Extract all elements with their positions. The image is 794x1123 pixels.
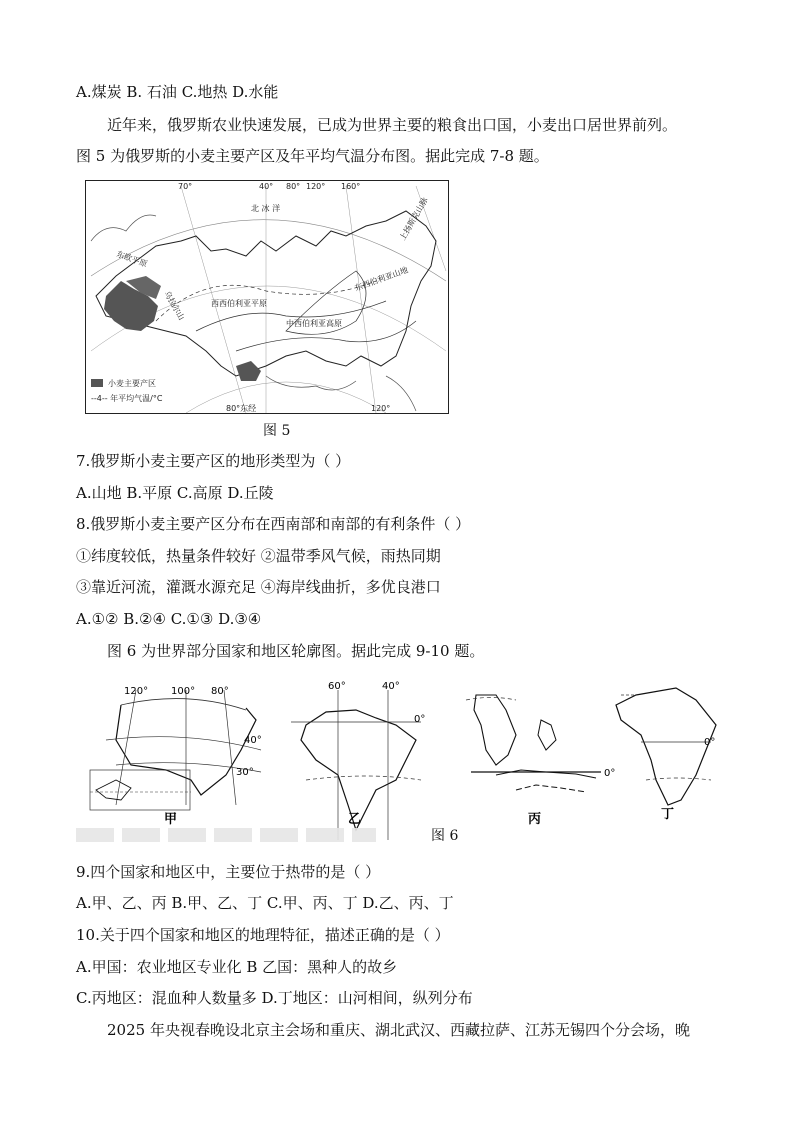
- jia-lon-80: 80°: [211, 686, 229, 697]
- map-label-yi: 乙: [348, 812, 362, 827]
- intro-7-8-line1: 近年来，俄罗斯农业快速发展，已成为世界主要的粮食出口国，小麦出口居世界前列。: [107, 116, 678, 134]
- lon-label-40: 40°: [259, 182, 274, 191]
- q8-stem: 8.俄罗斯小麦主要产区分布在西南部和南部的有利条件（ ）: [76, 515, 471, 533]
- intro-next: 2025 年央视春晚设北京主会场和重庆、湖北武汉、西藏拉萨、江苏无锡四个分会场，晚: [107, 1021, 690, 1039]
- lon-label-160: 160°: [341, 182, 361, 191]
- q6-options: A.煤炭 B. 石油 C.地热 D.水能: [76, 83, 279, 101]
- q10-opt-ab: A.甲国：农业地区专业化 B 乙国：黑种人的故乡: [76, 958, 398, 976]
- figure6-caption: 图 6: [431, 828, 459, 844]
- legend-isotherm: --4-- 年平均气温/°C: [91, 394, 163, 403]
- map-jia-usa: [90, 686, 262, 827]
- yi-lon-40: 40°: [382, 681, 400, 692]
- lon-label-120-bottom: 120°: [371, 404, 391, 413]
- central-siberia-plateau-label: 中西伯利亚高原: [286, 319, 342, 328]
- map-ding-africa: [616, 688, 716, 822]
- figure5-russia-map: [85, 180, 449, 414]
- q8-options: A.①② B.②④ C.①③ D.③④: [76, 610, 262, 628]
- lon-label-70: 70°: [178, 182, 193, 191]
- lon-label-120: 120°: [306, 182, 326, 191]
- lon-label-80: 80°: [286, 182, 301, 191]
- legend-wheat: 小麦主要产区: [108, 379, 156, 388]
- ural-mountain-label: 乌拉尔山: [162, 289, 187, 322]
- bottom-lon-label: 80°东经: [226, 404, 257, 413]
- figure5-caption: 图 5: [263, 423, 291, 439]
- map-bing-southeast-asia: [466, 695, 615, 827]
- map-yi-brazil: [291, 681, 425, 840]
- cut-noise-strip: [76, 828, 376, 842]
- map-label-bing: 丙: [528, 812, 542, 827]
- legend-wheat-swatch: [91, 379, 103, 387]
- q9-stem: 9.四个国家和地区中，主要位于热带的是（ ）: [76, 863, 381, 881]
- bing-lat-0: 0°: [604, 768, 616, 779]
- q7-options: A.山地 B.平原 C.高原 D.丘陵: [76, 484, 274, 502]
- east-siberia-mountains-label: 东西伯利亚山地: [353, 265, 410, 293]
- q10-stem: 10.关于四个国家和地区的地理特征，描述正确的是（ ）: [76, 926, 450, 944]
- jia-lon-100: 100°: [171, 686, 196, 697]
- verkhoyansk-label: 上扬斯克山脉: [397, 195, 430, 242]
- map-label-jia: 甲: [164, 812, 178, 827]
- ocean-label: 北 冰 洋: [251, 204, 281, 213]
- east-europe-plain-label: 东欧平原: [115, 249, 149, 269]
- q8-opt2: ③靠近河流，灌溉水源充足 ④海岸线曲折，多优良港口: [76, 578, 441, 596]
- yi-lat-0: 0°: [414, 714, 426, 725]
- q9-options: A.甲、乙、丙 B.甲、乙、丁 C.甲、丙、丁 D.乙、丙、丁: [76, 894, 454, 912]
- figure6-outline-maps: [76, 680, 776, 845]
- q8-opt1: ①纬度较低，热量条件较好 ②温带季风气候，雨热同期: [76, 547, 441, 565]
- q7-stem: 7.俄罗斯小麦主要产区的地形类型为（ ）: [76, 452, 351, 470]
- intro-7-8-line2: 图 5 为俄罗斯的小麦主要产区及年平均气温分布图。据此完成 7-8 题。: [76, 147, 549, 165]
- jia-lat-40: 40°: [244, 735, 262, 746]
- map-label-ding: 丁: [661, 807, 675, 822]
- yi-lon-60: 60°: [328, 681, 346, 692]
- west-siberia-plain-label: 西西伯利亚平原: [211, 299, 267, 308]
- intro-9-10: 图 6 为世界部分国家和地区轮廓图。据此完成 9-10 题。: [107, 642, 485, 660]
- wheat-area-south-siberia: [236, 361, 261, 381]
- ding-lat-0: 0°: [704, 737, 716, 748]
- q10-opt-cd: C.丙地区：混血种人数量多 D.丁地区：山河相间，纵列分布: [76, 989, 473, 1007]
- jia-lat-30: 30°: [236, 767, 254, 778]
- jia-lon-120: 120°: [124, 686, 149, 697]
